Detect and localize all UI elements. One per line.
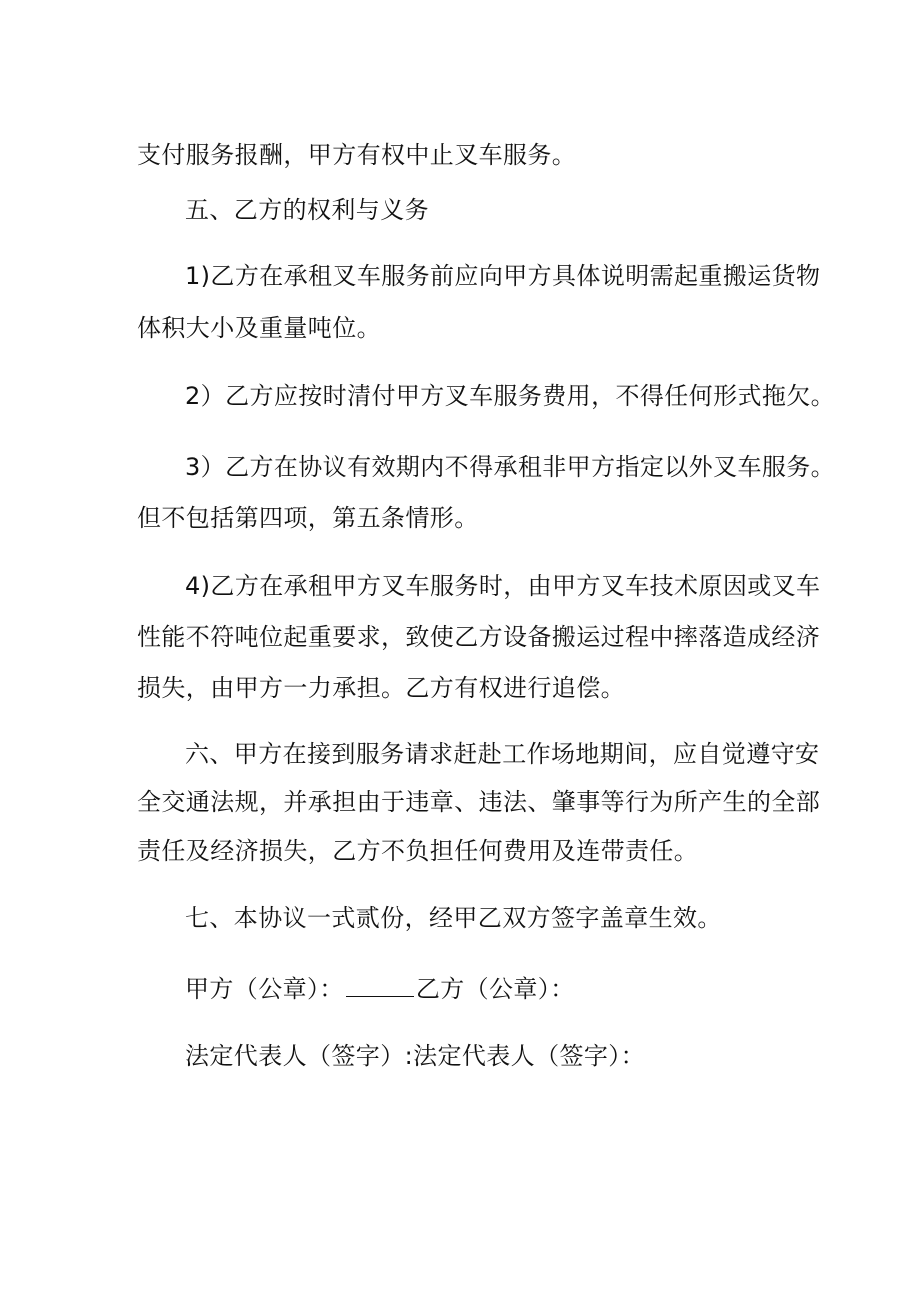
section-heading-7: 七、本协议一式贰份，经甲乙双方签字盖章生效。: [185, 904, 722, 932]
text-line-10: 损失，由甲方一力承担。乙方有权进行追偿。: [137, 674, 625, 702]
representative-signature-line: 法定代表人（签字）:法定代表人（签字）：: [185, 1042, 646, 1070]
text-line-9: 性能不符吨位起重要求，致使乙方设备搬运过程中摔落造成经济: [137, 623, 821, 651]
text-line-3: 1)乙方在承租叉车服务前应向甲方具体说明需起重搬运货物: [185, 262, 821, 290]
text-line-7: 但不包括第四项，第五条情形。: [137, 504, 479, 532]
signature-blank: [346, 972, 414, 997]
party-a-seal-label: 甲方（公章）：: [185, 975, 344, 1003]
text-line-12: 全交通法规，并承担由于违章、违法、肇事等行为所产生的全部: [137, 788, 821, 816]
text-line-8: 4)乙方在承租甲方叉车服务时，由甲方叉车技术原因或叉车: [185, 572, 821, 600]
text-line-6: 3）乙方在协议有效期内不得承租非甲方指定以外叉车服务。: [185, 453, 836, 481]
text-line-13: 责任及经济损失，乙方不负担任何费用及连带责任。: [137, 837, 699, 865]
seal-signature-line: [185, 972, 575, 1005]
text-line-5: 2）乙方应按时清付甲方叉车服务费用，不得任何形式拖欠。: [185, 382, 836, 410]
party-b-seal-label: 乙方（公章）：: [415, 975, 575, 1003]
section-heading-5: 五、乙方的权利与义务: [185, 196, 429, 224]
text-line-1: 支付服务报酬，甲方有权中止叉车服务。: [137, 141, 577, 169]
text-line-4: 体积大小及重量吨位。: [137, 314, 381, 342]
section-heading-6: 六、甲方在接到服务请求赶赴工作场地期间，应自觉遵守安: [185, 740, 820, 768]
